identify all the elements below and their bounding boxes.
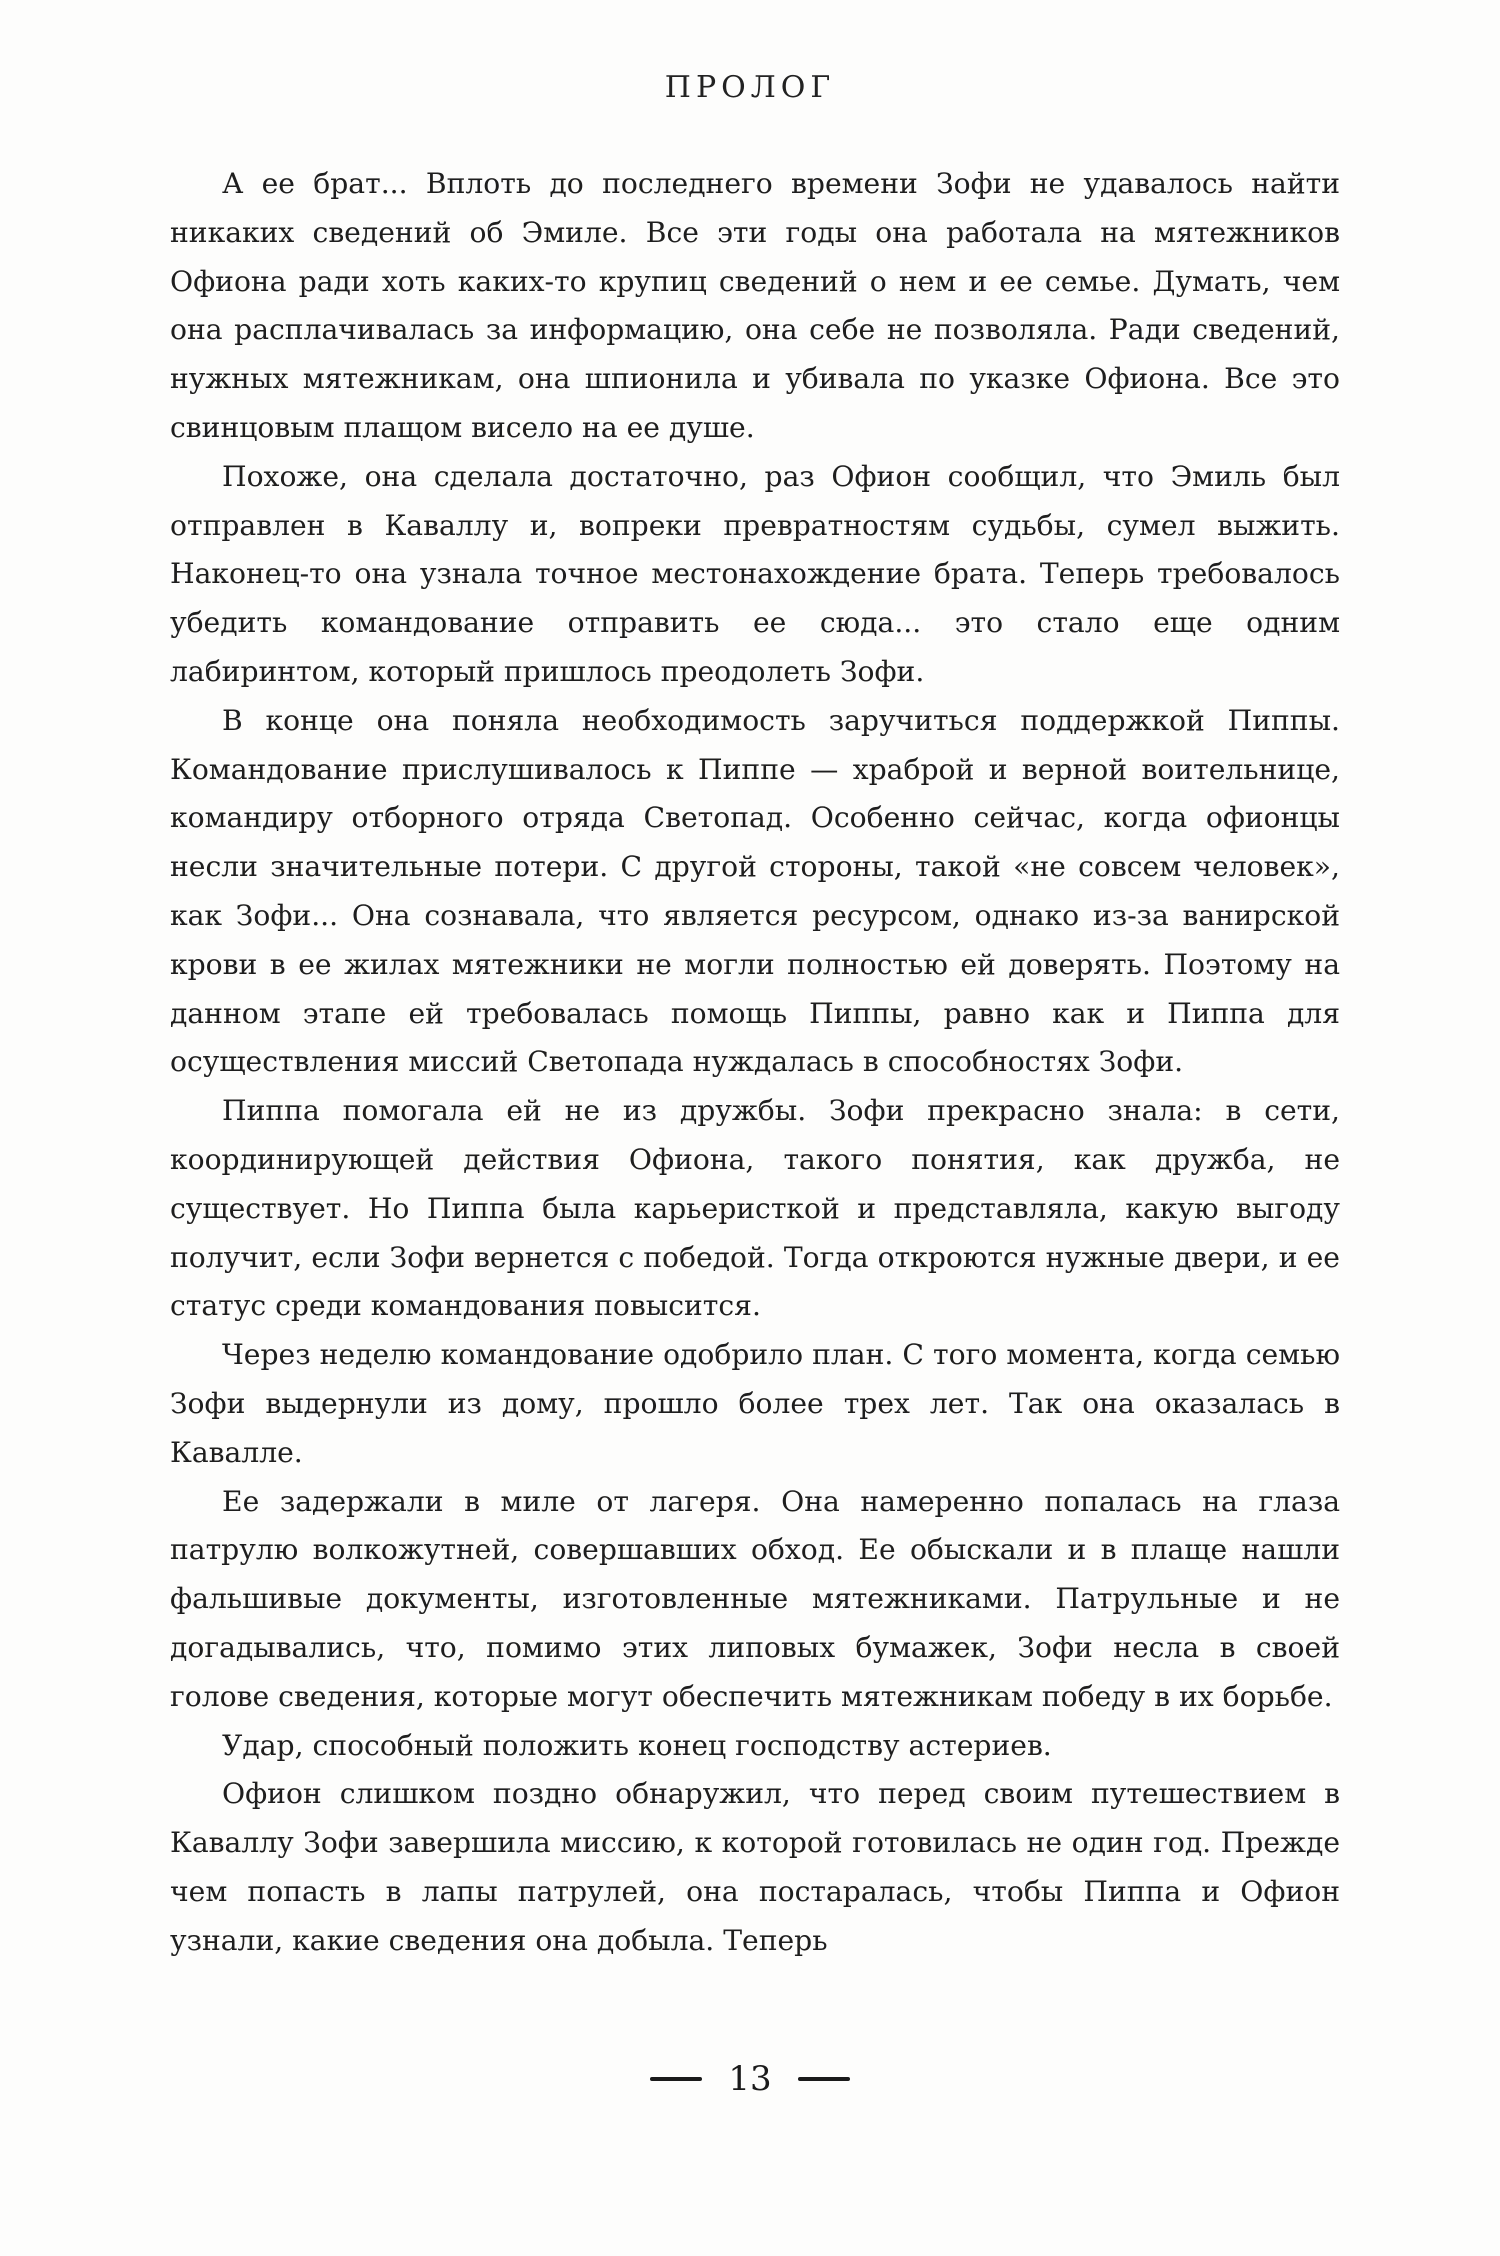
page-number-footer <box>0 2057 1500 2099</box>
folio-dash-right <box>798 2077 850 2081</box>
paragraph: В конце она поняла необходимость заручиться поддержкой Пиппы. Командование прислушивалось к Пиппе — храброй и верной воительнице, командиру отборного отряда Светопад. Особенно сейчас, когда офионцы несли значительные потери. С другой стороны, такой «не совсем человек», как Зофи... Она сознавала, что является ресурсом, однако из-за ванирской крови в ее жилах мятежники не могли полностью ей доверять. Поэтому на данном этапе ей требовалась помощь Пиппы, равно как и Пиппа для осуществления миссий Светопада нуждалась в способностях Зофи. <box>170 703 1340 1079</box>
folio-dash-left <box>650 2077 702 2081</box>
body-text <box>170 160 1340 1965</box>
running-head: ПРОЛОГ <box>664 70 836 105</box>
paragraph: Офион слишком поздно обнаружил, что перед своим путешествием в Каваллу Зофи завершила миссию, к которой готовилась не один год. Прежде чем попасть в лапы патрулей, она постаралась, чтобы Пиппа и Офион узнали, какие сведения она добыла. Теперь <box>170 1777 1340 1957</box>
paragraph: Удар, способный положить конец господству астериев. <box>222 1728 1052 1762</box>
paragraph: Похоже, она сделала достаточно, раз Офион сообщил, что Эмиль был отправлен в Каваллу и, вопреки превратностям судьбы, сумел выжить. Наконец-то она узнала точное местонахождение брата. Теперь требовалось убедить командование отправить ее сюда... это стало еще одним лабиринтом, который пришлось преодолеть Зофи. <box>170 459 1340 688</box>
paragraph: А ее брат... Вплоть до последнего времени Зофи не удавалось найти никаких сведений об Эмиле. Все эти годы она работала на мятежников Офиона ради хоть каких-то крупиц сведений о нем и ее семье. Думать, чем она расплачивалась за информацию, она себе не позволяла. Ради сведений, нужных мятежникам, она шпионила и убивала по указке Офиона. Все это свинцовым плащом висело на ее душе. <box>170 167 1340 444</box>
paragraph: Пиппа помогала ей не из дружбы. Зофи прекрасно знала: в сети, координирующей действия Офиона, такого понятия, как дружба, не существует. Но Пиппа была карьеристкой и представляла, какую выгоду получит, если Зофи вернется с победой. Тогда откроются нужные двери, и ее статус среди командования повысится. <box>170 1094 1340 1323</box>
paragraph: Ее задержали в миле от лагеря. Она намеренно попалась на глаза патрулю волкожутней, совершавших обход. Ее обыскали и в плаще нашли фальшивые документы, изготовленные мятежниками. Патрульные и не догадывались, что, помимо этих липовых бумажек, Зофи несла в своей голове сведения, которые могут обеспечить мятежникам победу в их борьбе. <box>170 1484 1340 1713</box>
page-number: 13 <box>728 2059 772 2099</box>
paragraph: Через неделю командование одобрило план. С того момента, когда семью Зофи выдернули из дому, прошло более трех лет. Так она оказалась в Кавалле. <box>170 1338 1340 1469</box>
